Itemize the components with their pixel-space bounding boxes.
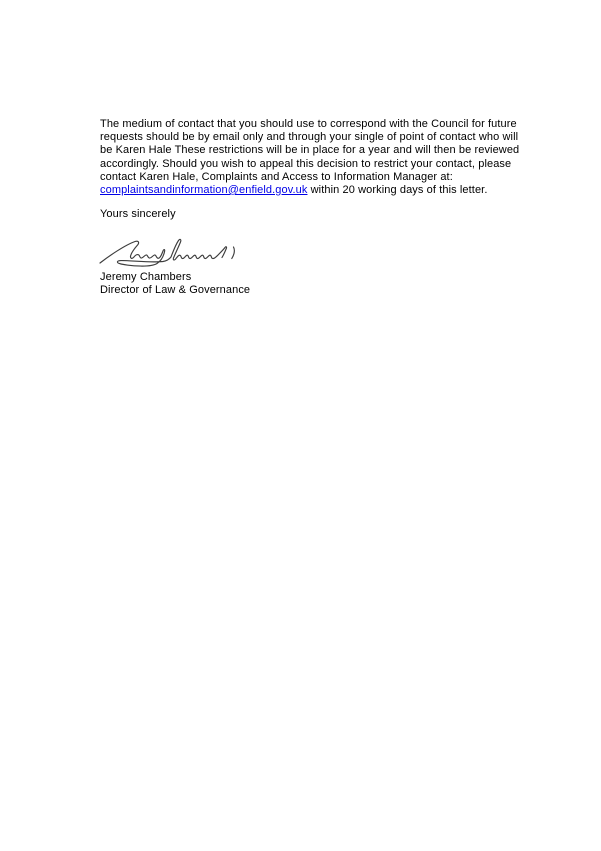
handwritten-signature-icon — [97, 236, 245, 268]
paragraph-line: contact Karen Hale, Complaints and Access to Information Manager at: — [100, 170, 453, 183]
closing-salutation: Yours sincerely — [100, 208, 176, 220]
signatory-name: Jeremy Chambers — [100, 271, 192, 283]
email-link[interactable]: complaintsandinformation@enfield.gov.uk — [100, 184, 308, 197]
signatory-title: Director of Law & Governance — [100, 284, 251, 297]
paragraph-line — [100, 184, 536, 197]
paragraph-line: requests should be by email only and through your single of point of contact who will — [100, 131, 519, 144]
signature-stroke — [100, 239, 234, 266]
paragraph-line-tail: within 20 working days of this letter. — [307, 184, 488, 197]
signature-block — [100, 271, 360, 297]
paragraph-line: be Karen Hale These restrictions will be in place for a year and will then be reviewed — [100, 144, 520, 157]
paragraph-line: The medium of contact that you should use to correspond with the Council for future — [100, 118, 517, 130]
letter-paragraph — [100, 118, 536, 197]
paragraph-line: accordingly. Should you wish to appeal this decision to restrict your contact, please — [100, 157, 512, 170]
